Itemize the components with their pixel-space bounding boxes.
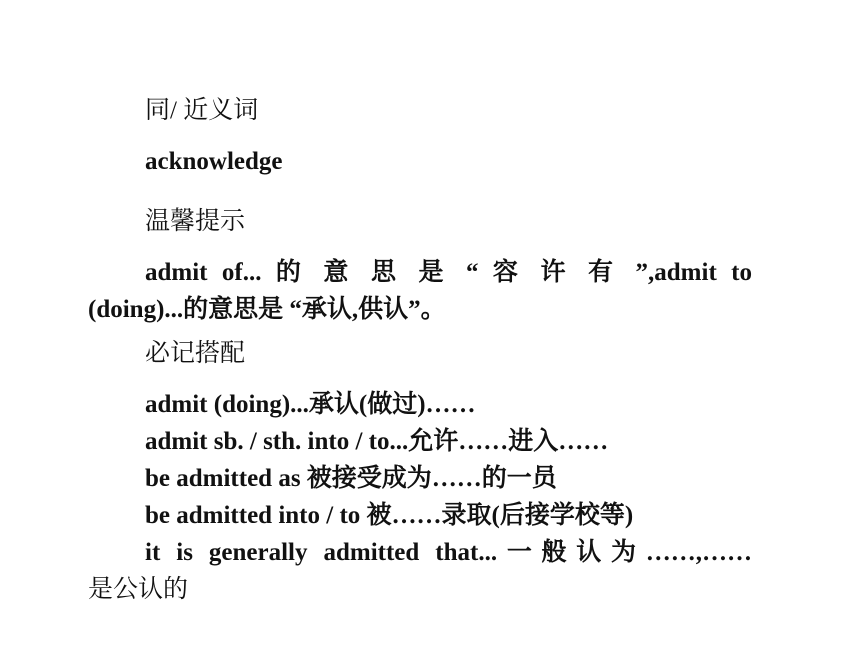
collocations-heading: 必记搭配 xyxy=(145,340,246,367)
collocation-item-5: it is generally admitted that...一般认为……,…… xyxy=(145,539,752,566)
tip-heading: 温馨提示 xyxy=(145,208,246,235)
tip-line-2: (doing)...的意思是 “承认,供认”。 xyxy=(88,296,446,323)
collocation-item-2: admit sb. / sth. into / to...允许……进入…… xyxy=(145,428,609,455)
collocation-item-5-continuation: 是公认的 xyxy=(88,576,189,603)
tip-line-1: admit of... 的 意 思 是 “ 容 许 有 ”,admit to xyxy=(145,259,752,286)
collocation-item-4: be admitted into / to 被……录取(后接学校等) xyxy=(145,502,634,529)
synonyms-heading: 同/ 近义词 xyxy=(145,97,259,124)
synonym-word: acknowledge xyxy=(145,148,283,175)
collocation-item-3: be admitted as 被接受成为……的一员 xyxy=(145,465,557,492)
collocation-item-1: admit (doing)...承认(做过)…… xyxy=(145,391,476,418)
